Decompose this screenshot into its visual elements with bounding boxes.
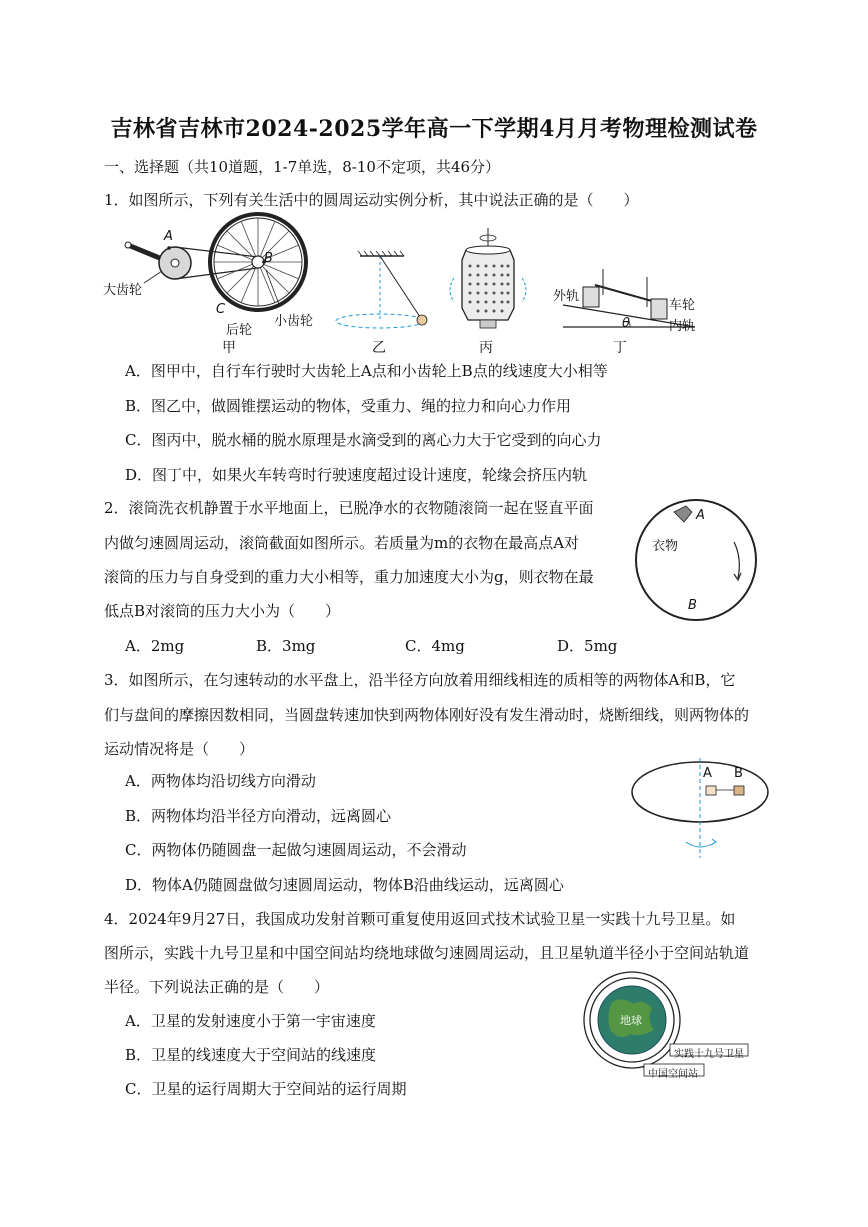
label-point-c: C (216, 302, 226, 317)
q4-option-b: B．卫星的线速度大于空间站的线速度 (125, 1046, 377, 1064)
page-title: 吉林省吉林市2024-2025学年高一下学期4月月考物理检测试卷 (110, 116, 758, 142)
figure-conical-pendulum (332, 250, 442, 335)
q4-option-c: C．卫星的运行周期大于空间站的运行周期 (125, 1080, 407, 1098)
q2-line-3: 滚筒的压力与自身受到的重力大小相等，重力加速度大小为g，则衣物在最 (104, 568, 594, 586)
caption-yi: 乙 (372, 340, 386, 356)
q4-option-a: A．卫星的发射速度小于第一宇宙速度 (125, 1012, 376, 1030)
q3-line-2: 们与盘间的摩擦因数相同，当圆盘转速加快到两物体刚好没有发生滑动时，烧断细线，则两物体的 (104, 706, 750, 724)
figure-spin-dryer (448, 228, 528, 336)
label-earth: 地球 (620, 1014, 642, 1027)
q2-line-2: 内做匀速圆周运动，滚筒截面如图所示。若质量为m的衣物在最高点A对 (104, 534, 580, 552)
q3-line-1: 3．如图所示，在匀速转动的水平盘上，沿半径方向放着用细线相连的质相等的两物体A和B，它 (104, 671, 736, 689)
label-theta: θ (622, 316, 630, 331)
caption-bing: 丙 (479, 340, 493, 356)
q1-option-c: C．图丙中，脱水桶的脱水原理是水滴受到的离心力大于它受到的向心力 (125, 431, 602, 449)
figure-turntable (630, 758, 770, 860)
label-object-a: A (703, 766, 712, 781)
label-rear-wheel: 后轮 (226, 323, 253, 338)
label-space-station: 中国空间站 (648, 1069, 698, 1080)
q2-line-4: 低点B对滚筒的压力大小为（ ） (104, 602, 341, 620)
q3-option-d: D．物体A仍随圆盘做匀速圆周运动，物体B沿曲线运动，远离圆心 (125, 876, 564, 894)
label-small-gear: 小齿轮 (274, 314, 314, 329)
section-heading: 一、选择题（共10道题，1-7单选，8-10不定项，共46分） (104, 158, 501, 176)
q3-option-c: C．两物体仍随圆盘一起做匀速圆周运动，不会滑动 (125, 841, 467, 859)
q4-line-3: 半径。下列说法正确的是（ ） (104, 978, 330, 996)
label-wheel: 车轮 (669, 298, 696, 313)
q3-line-3: 运动情况将是（ ） (104, 740, 255, 758)
label-drum-a: A (696, 508, 705, 523)
q2-option-c: C．4mg (405, 637, 465, 655)
label-outer-rail: 外轨 (553, 289, 580, 304)
label-inner-rail: 内轨 (669, 319, 696, 334)
q2-option-b: B．3mg (256, 637, 316, 655)
label-satellite: 实践十九号卫星 (674, 1049, 744, 1060)
label-point-a: A (164, 229, 173, 244)
q2-option-d: D．5mg (557, 637, 618, 655)
q4-line-1: 4．2024年9月27日，我国成功发射首颗可重复使用返回式技术试验卫星一实践十九号卫星。如 (104, 910, 736, 928)
q3-option-a: A．两物体均沿切线方向滑动 (125, 772, 316, 790)
q3-option-b: B．两物体均沿半径方向滑动，远离圆心 (125, 807, 392, 825)
label-drum-b: B (688, 598, 697, 613)
q4-line-2: 图所示，实践十九号卫星和中国空间站均绕地球做匀速圆周运动，且卫星轨道半径小于空间站轨道 (104, 944, 750, 962)
q1-option-b: B．图乙中，做圆锥摆运动的物体，受重力、绳的拉力和向心力作用 (125, 397, 572, 415)
label-clothes: 衣物 (652, 539, 679, 554)
q1-option-d: D．图丁中，如果火车转弯时行驶速度超过设计速度，轮缘会挤压内轨 (125, 466, 588, 484)
question-1-stem: 1．如图所示，下列有关生活中的圆周运动实例分析，其中说法正确的是（ ） (104, 191, 639, 209)
label-object-b: B (734, 766, 743, 781)
q2-option-a: A．2mg (125, 637, 185, 655)
label-point-b: B (264, 251, 273, 266)
caption-jia: 甲 (222, 340, 236, 356)
q2-line-1: 2．滚筒洗衣机静置于水平地面上，已脱净水的衣物随滚筒一起在竖直平面 (104, 499, 594, 517)
caption-ding: 丁 (613, 340, 627, 356)
label-big-gear: 大齿轮 (103, 283, 143, 298)
q1-option-a: A．图甲中，自行车行驶时大齿轮上A点和小齿轮上B点的线速度大小相等 (125, 362, 608, 380)
